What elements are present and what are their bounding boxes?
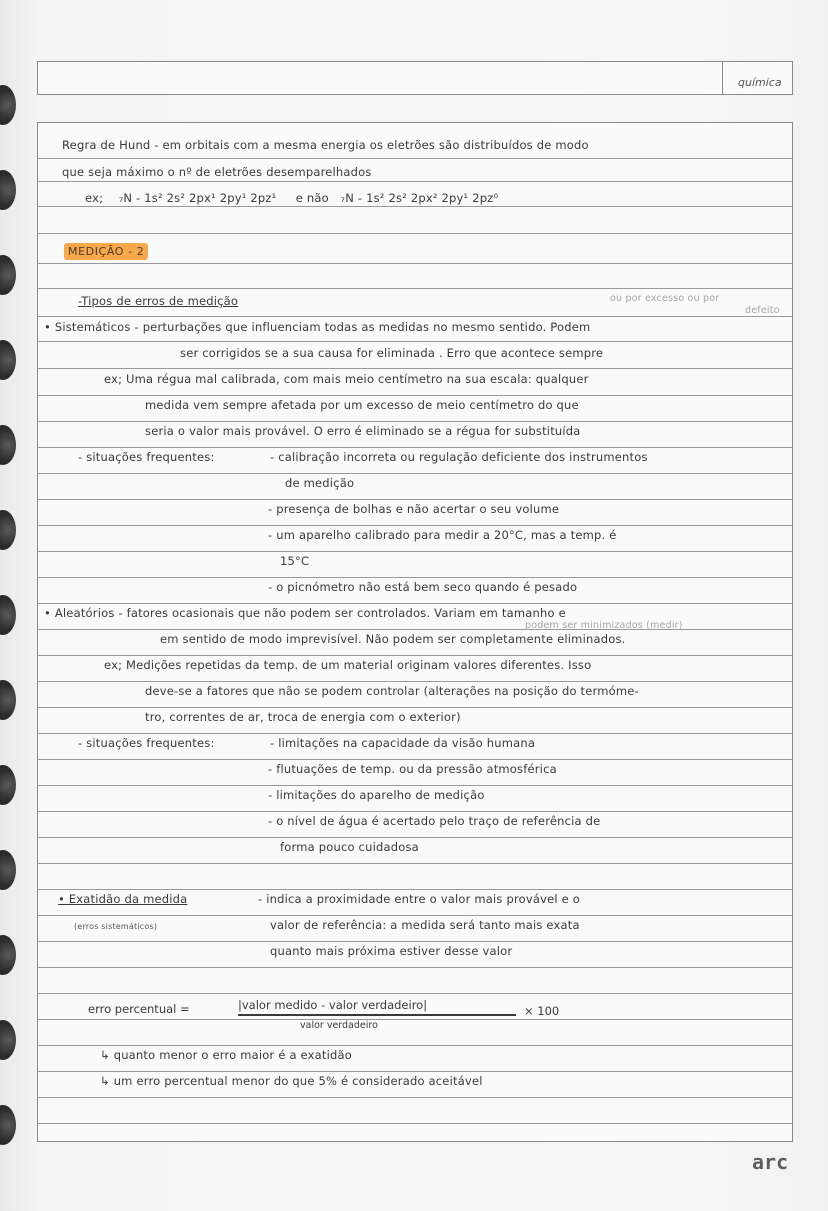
random-errors-line-1 [44, 606, 566, 620]
random-label: • Aleatórios - [44, 606, 123, 620]
random-example-1: ex; Medições repetidas da temp. de um material originam valores diferentes. Isso [104, 658, 592, 672]
spiral-ring [0, 595, 16, 635]
percent-error-note-1: ↳ quanto menor o erro maior é a exatidão [100, 1048, 352, 1062]
systematic-situation-item: - um aparelho calibrado para medir a 20°C, mas a temp. é [268, 528, 617, 542]
percent-error-numerator: |valor medido - valor verdadeiro| [238, 998, 428, 1012]
systematic-example-2: medida vem sempre afetada por um excesso de meio centímetro do que [145, 398, 579, 412]
ruled-line [38, 288, 792, 289]
random-example-3: tro, correntes de ar, troca de energia com o exterior) [145, 710, 461, 724]
random-definition: fatores ocasionais que não podem ser controlados. Variam em tamanho e [126, 606, 566, 620]
ruled-line [38, 837, 792, 838]
ruled-line [38, 206, 792, 207]
spiral-ring [0, 85, 16, 125]
ruled-line [38, 1071, 792, 1072]
hund-rule-line-2: que seja máximo o nº de eletrões desemparelhados [62, 165, 372, 179]
section-title-highlight: MEDIÇÃO - 2 [64, 243, 148, 260]
spiral-ring [0, 1020, 16, 1060]
random-situation-item: - limitações do aparelho de medição [268, 788, 485, 802]
systematic-label: • Sistemáticos - [44, 320, 139, 334]
ruled-line [38, 681, 792, 682]
ruled-line [38, 1123, 792, 1124]
ruled-line [38, 158, 792, 159]
arc-watermark-logo: arc [752, 1150, 789, 1174]
ruled-line [38, 811, 792, 812]
random-situation-item: - o nível de água é acertado pelo traço de referência de [268, 814, 601, 828]
page-header-box [37, 61, 793, 95]
ruled-line [38, 1045, 792, 1046]
example-prefix: ex; [85, 191, 104, 205]
systematic-example-3: seria o valor mais provável. O erro é eliminado se a régua for substituída [145, 424, 581, 438]
electron-config-wrong: ₇N - 1s² 2s² 2px² 2py¹ 2pz⁰ [340, 191, 499, 205]
ruled-line [38, 551, 792, 552]
spiral-ring [0, 765, 16, 805]
spiral-ring [0, 170, 16, 210]
random-situation-item: - flutuações de temp. ou da pressão atmosférica [268, 762, 557, 776]
accuracy-label: • Exatidão da medida [58, 892, 188, 906]
systematic-situation-item: de medição [285, 476, 355, 490]
systematic-definition: perturbações que influenciam todas as medidas no mesmo sentido. Podem [142, 320, 591, 334]
random-example-2: deve-se a fatores que não se podem controlar (alterações na posição do termóme- [145, 684, 639, 698]
ruled-line [38, 707, 792, 708]
spiral-ring [0, 935, 16, 975]
percent-error-denominator: valor verdadeiro [300, 1020, 378, 1031]
ruled-line [38, 785, 792, 786]
systematic-situations-label: - situações frequentes: [78, 450, 215, 464]
accuracy-side-note: (erros sistemáticos) [74, 922, 158, 931]
ruled-line [38, 863, 792, 864]
random-situation-item: - limitações na capacidade da visão humana [270, 736, 536, 750]
ruled-line [38, 577, 792, 578]
ruled-line [38, 525, 792, 526]
ruled-line [38, 316, 792, 317]
ruled-line [38, 967, 792, 968]
ruled-line [38, 421, 792, 422]
ruled-line [38, 447, 792, 448]
systematic-situation-item: 15°C [280, 554, 310, 568]
header-divider [722, 62, 723, 94]
spiral-ring [0, 850, 16, 890]
random-situation-item: forma pouco cuidadosa [280, 840, 419, 854]
side-note-sistematicos-1: ou por excesso ou por [610, 293, 720, 304]
ruled-line [38, 759, 792, 760]
spiral-ring [0, 425, 16, 465]
spiral-ring [0, 255, 16, 295]
ruled-line [38, 181, 792, 182]
random-situations-label: - situações frequentes: [78, 736, 215, 750]
systematic-errors-line-1 [44, 320, 590, 334]
side-note-sistematicos-2: defeito [745, 305, 780, 316]
percent-error-label: erro percentual = [88, 1002, 190, 1016]
spiral-ring [0, 680, 16, 720]
section-title [64, 244, 148, 258]
ruled-line [38, 368, 792, 369]
ruled-line [38, 499, 792, 500]
example-connector: e não [295, 191, 329, 205]
side-note-aleatorios: podem ser minimizados (medir) [525, 620, 683, 631]
ruled-line [38, 473, 792, 474]
systematic-example-1: ex; Uma régua mal calibrada, com mais meio centímetro na sua escala: qualquer [104, 372, 589, 386]
spiral-ring [0, 1105, 16, 1145]
random-errors-line-2: em sentido de modo imprevisível. Não podem ser completamente eliminados. [160, 632, 626, 646]
ruled-line [38, 395, 792, 396]
ruled-line [38, 655, 792, 656]
systematic-situation-item: - o picnómetro não está bem seco quando é pesado [268, 580, 578, 594]
subject-label: química [738, 76, 782, 89]
fraction-bar [238, 1014, 516, 1016]
ruled-line [38, 889, 792, 890]
accuracy-line-2: valor de referência: a medida será tanto mais exata [270, 918, 580, 932]
percent-error-note-2: ↳ um erro percentual menor do que 5% é considerado aceitável [100, 1074, 483, 1088]
ruled-line [38, 733, 792, 734]
systematic-situation-item: - presença de bolhas e não acertar o seu volume [268, 502, 560, 516]
ruled-line [38, 915, 792, 916]
spiral-ring [0, 340, 16, 380]
ruled-line [38, 341, 792, 342]
ruled-line [38, 993, 792, 994]
hund-example [85, 191, 498, 205]
ruled-line [38, 233, 792, 234]
electron-config-correct: ₇N - 1s² 2s² 2px¹ 2py¹ 2pz¹ [118, 191, 277, 205]
error-types-heading: -Tipos de erros de medição [78, 294, 239, 308]
hund-rule-line-1: Regra de Hund - em orbitais com a mesma energia os eletrões são distribuídos de modo [62, 138, 589, 152]
ruled-line [38, 941, 792, 942]
accuracy-line-3: quanto mais próxima estiver desse valor [270, 944, 513, 958]
ruled-line [38, 1097, 792, 1098]
systematic-errors-line-2: ser corrigidos se a sua causa for eliminada . Erro que acontece sempre [180, 346, 604, 360]
ruled-line [38, 263, 792, 264]
percent-error-multiplier: × 100 [524, 1004, 560, 1018]
systematic-situation-item: - calibração incorreta ou regulação deficiente dos instrumentos [270, 450, 648, 464]
spiral-ring [0, 510, 16, 550]
ruled-line [38, 603, 792, 604]
ruled-line [38, 1019, 792, 1020]
accuracy-line-1: - indica a proximidade entre o valor mais provável e o [258, 892, 581, 906]
